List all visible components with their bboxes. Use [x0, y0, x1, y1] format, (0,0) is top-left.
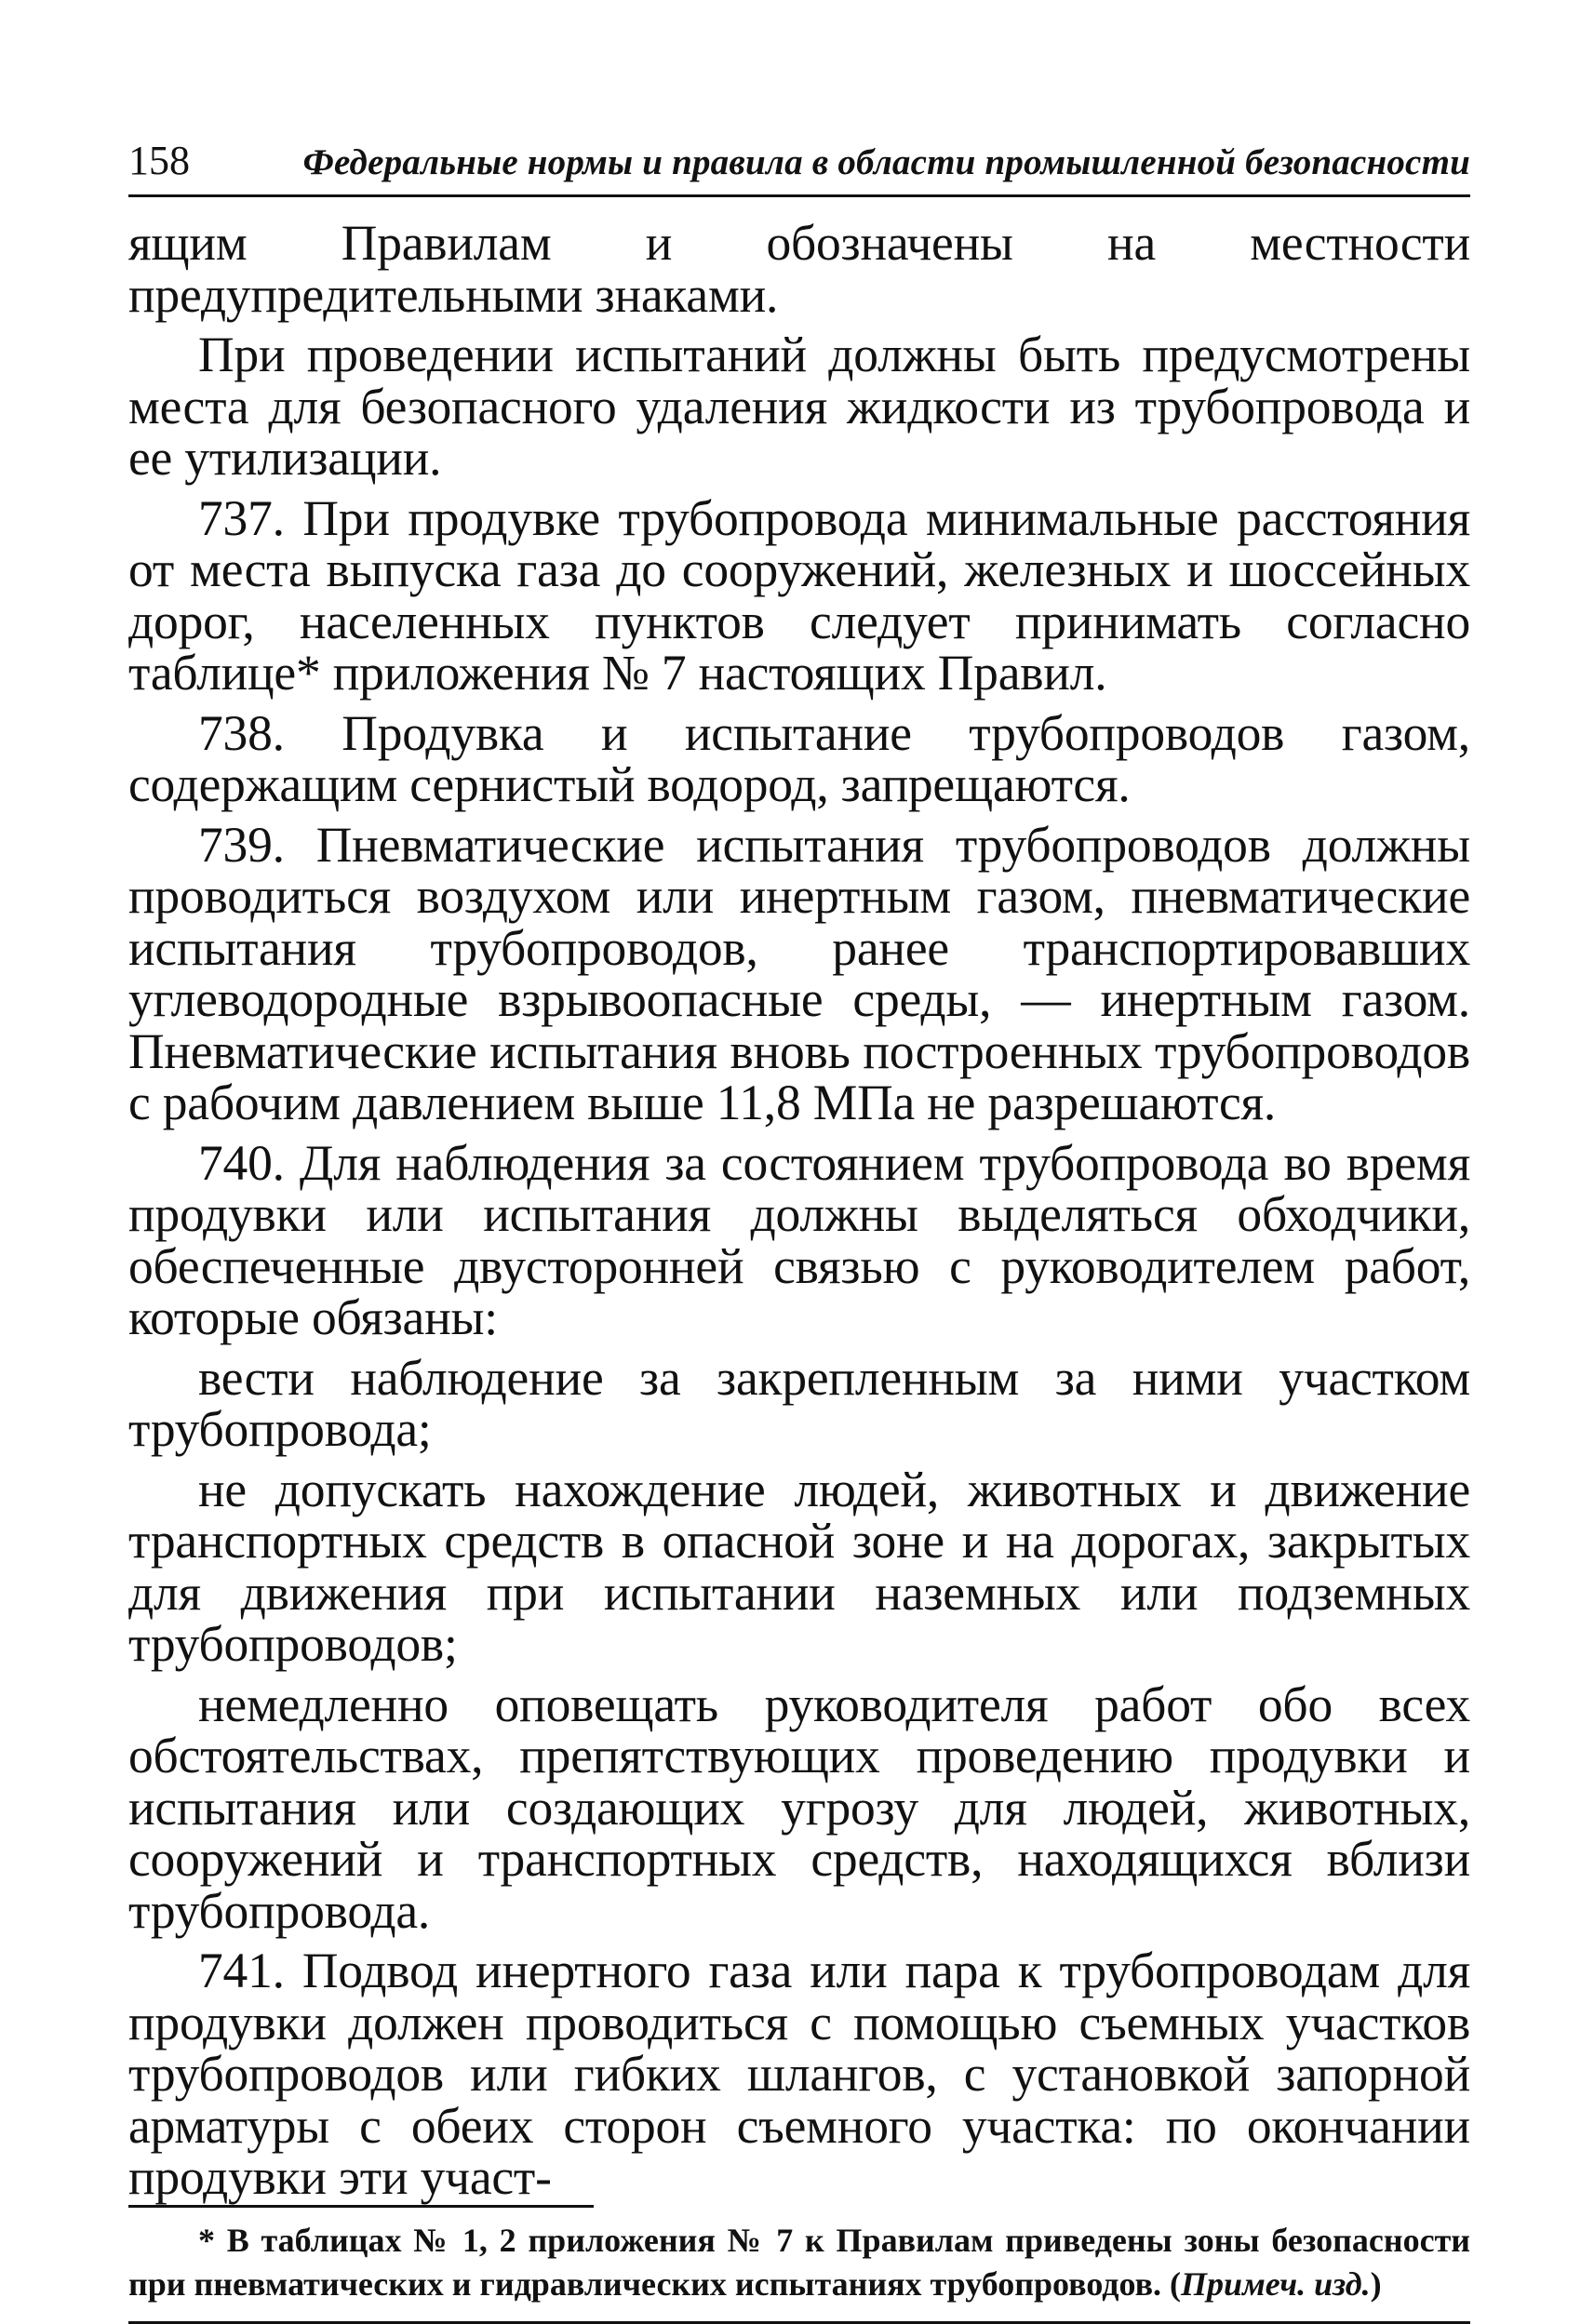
paragraph-738: 738. Продувка и испытание трубопроводов газом, содержащим сернистый водород, запрещаются. [128, 704, 1470, 812]
footnote-divider [128, 2205, 594, 2208]
duty-item-observe: вести наблюдение за закрепленным за ними участком трубопровода; [128, 1349, 1470, 1457]
paragraph-737: 737. При продувке трубопровода минимальные расстояния от места выпуска газа до сооружений, железных и шоссейных дорог, населенных пунктов следует принимать согласно таблице* приложения № 7 настоящих Правил. [128, 489, 1470, 701]
footnote-editor-note: Примеч. изд. [1181, 2264, 1371, 2303]
footnote [128, 2219, 1470, 2324]
paragraph-739: 739. Пневматические испытания трубопроводов должны проводиться воздухом или инертным газом, пневматические испытания трубопроводов, ранее транспортировавших углеводородные взрывоопасные среды, — инертным газом. Пневматические испытания вновь построенных трубопроводов с рабочим давлением выше 11,8 МПа не разрешаются. [128, 816, 1470, 1130]
page-number: 158 [128, 138, 190, 183]
footnote-close: ) [1370, 2264, 1382, 2303]
duty-item-notify: немедленно оповещать руководителя работ обо всех обстоятельствах, препятствующих проведению продувки и испытания или создающих угрозу для людей, животных, сооружений и транспортных средств, находящихся вблизи трубопровода. [128, 1676, 1470, 1939]
duty-item-restrict: не допускать нахождение людей, животных и движение транспортных средств в опасной зоне и на дорогах, закрытых для движения при испытании наземных или подземных трубопроводов; [128, 1461, 1470, 1672]
book-page [128, 135, 1470, 2324]
body-text [128, 215, 1470, 2205]
running-title: Федеральные нормы и правила в области промышленной безопасности [302, 142, 1470, 182]
page-header [128, 135, 1470, 197]
paragraph-continued: ящим Правилам и обозначены на местности предупредительными знаками. [128, 215, 1470, 323]
footnote-text: * В таблицах № 1, 2 приложения № 7 к Правилам приведены зоны безопасности при пневматических и гидравлических испытаниях трубопроводов. ( [128, 2221, 1470, 2303]
paragraph: При проведении испытаний должны быть предусмотрены места для безопасного удаления жидкости из трубопровода и ее утилизации. [128, 327, 1470, 486]
paragraph-740: 740. Для наблюдения за состоянием трубопровода во время продувки или испытания должны выделяться обходчики, обеспеченные двусторонней связью с руководителем работ, которые обязаны: [128, 1134, 1470, 1345]
paragraph-741: 741. Подвод инертного газа или пара к трубопроводам для продувки должен проводиться с помощью съемных участков трубопроводов или гибких шлангов, с установкой запорной арматуры с обеих сторон съемного участка: по окончании продувки эти участ- [128, 1943, 1470, 2205]
